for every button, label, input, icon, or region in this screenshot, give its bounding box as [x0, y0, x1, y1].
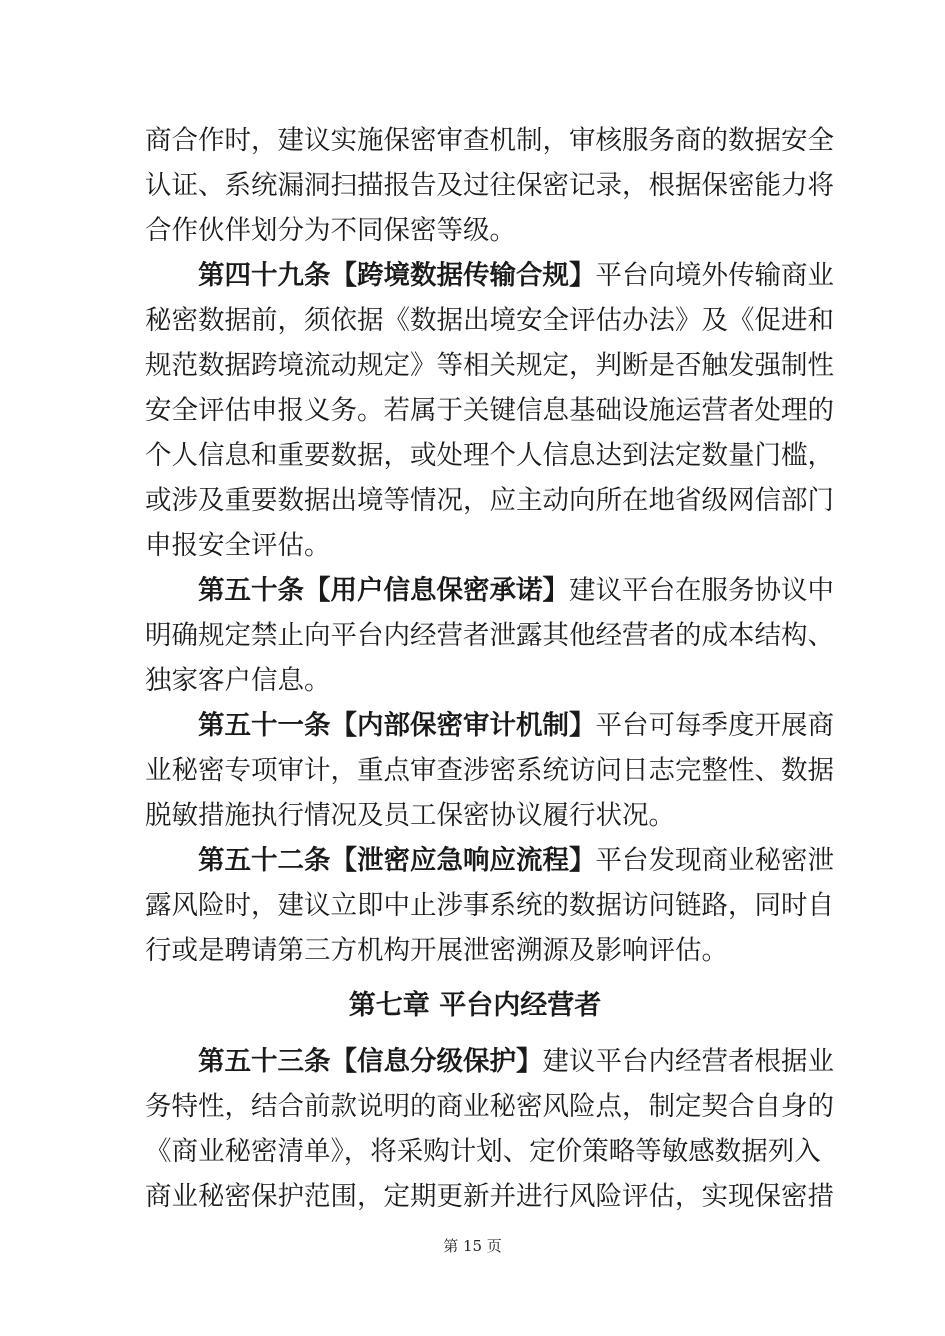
text-line: 合作伙伴划分为不同保密等级。 — [145, 215, 516, 246]
text-line: 务特性，结合前款说明的商业秘密风险点，制定契合自身的 — [145, 1091, 834, 1122]
text-line: 申报安全评估。 — [145, 530, 331, 561]
text-span: 平台向境外传输商业 — [595, 260, 834, 291]
text-line: 秘密数据前，须依据《数据出境安全评估办法》及《促进和 — [145, 305, 834, 336]
article-50-heading: 第五十条【用户信息保密承诺】 — [198, 575, 569, 606]
article-51-heading: 第五十一条【内部保密审计机制】 — [198, 710, 596, 741]
text-line: 商业秘密保护范围，定期更新并进行风险评估，实现保密措 — [145, 1181, 834, 1212]
text-line: 行或是聘请第三方机构开展泄密溯源及影响评估。 — [145, 935, 728, 966]
text-line: 业秘密专项审计，重点审查涉密系统访问日志完整性、数据 — [145, 755, 834, 786]
article-53-heading: 第五十三条【信息分级保护】 — [198, 1046, 543, 1077]
text-line: 《商业秘密清单》，将采购计划、定价策略等敏感数据列入 — [145, 1136, 821, 1167]
text-line: 商合作时，建议实施保密审查机制，审核服务商的数据安全 — [145, 125, 834, 156]
text-span: 平台发现商业秘密泄 — [595, 845, 834, 876]
article-52-first-line — [145, 838, 834, 883]
article-50-first-line — [145, 568, 834, 613]
text-line: 露风险时，建议立即中止涉事系统的数据访问链路，同时自 — [145, 890, 834, 921]
text-span: 平台可每季度开展商 — [595, 710, 834, 741]
text-span: 建议平台内经营者根据业 — [542, 1046, 834, 1077]
article-49-first-line — [145, 253, 834, 298]
text-line: 脱敏措施执行情况及员工保密协议履行状况。 — [145, 800, 675, 831]
document-body — [145, 118, 834, 1219]
article-53-first-line — [145, 1039, 834, 1084]
page-number: 第 15 页 — [443, 1237, 502, 1255]
text-line: 安全评估申报义务。若属于关键信息基础设施运营者处理的 — [145, 395, 834, 426]
text-line: 或涉及重要数据出境等情况，应主动向所在地省级网信部门 — [145, 485, 834, 516]
text-line: 独家客户信息。 — [145, 665, 331, 696]
article-52-heading: 第五十二条【泄密应急响应流程】 — [198, 845, 596, 876]
text-line: 认证、系统漏洞扫描报告及过往保密记录，根据保密能力将 — [145, 170, 834, 201]
text-line: 明确规定禁止向平台内经营者泄露其他经营者的成本结构、 — [145, 620, 834, 651]
text-span: 建议平台在服务协议中 — [569, 575, 834, 606]
article-51-first-line — [145, 703, 834, 748]
article-49-heading: 第四十九条【跨境数据传输合规】 — [198, 260, 596, 291]
chapter-title: 第七章 平台内经营者 — [348, 990, 602, 1021]
text-line: 规范数据跨境流动规定》等相关规定，判断是否触发强制性 — [145, 350, 834, 381]
text-line: 个人信息和重要数据，或处理个人信息达到法定数量门槛， — [145, 440, 834, 471]
